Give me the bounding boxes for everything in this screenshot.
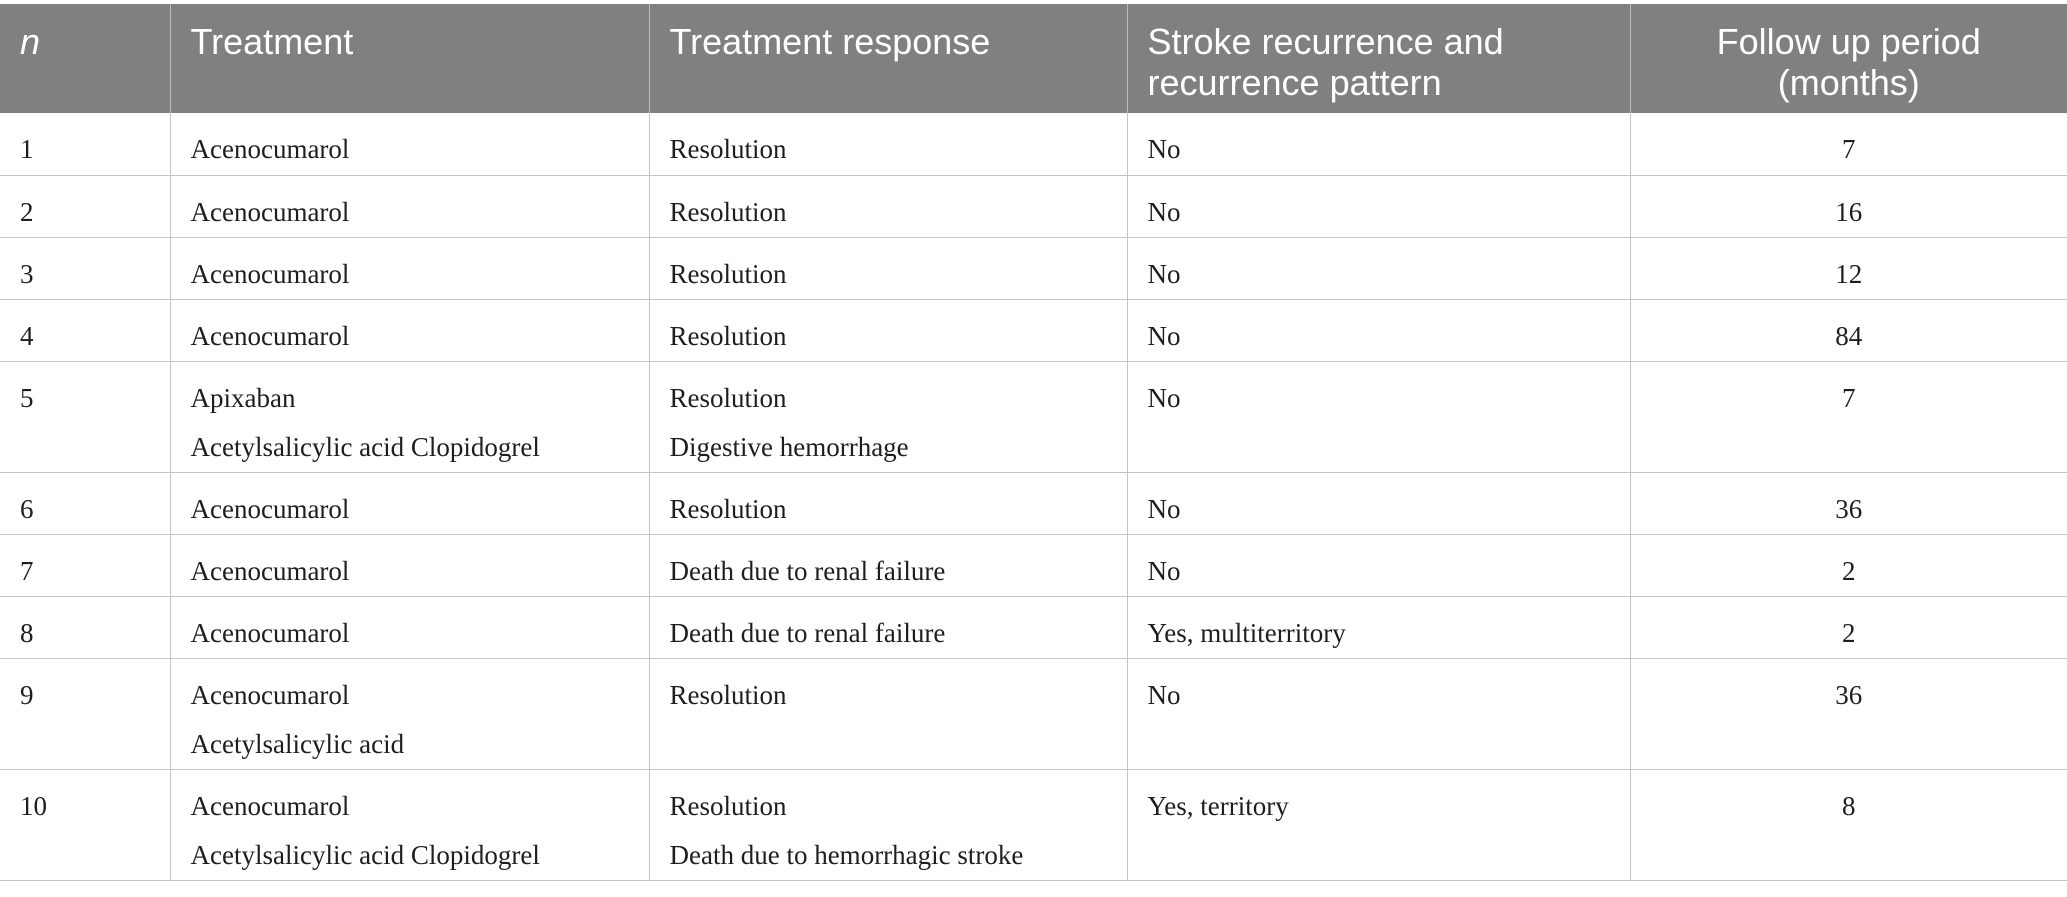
cell-n: 3: [0, 237, 170, 299]
cell-treatment-response: [649, 175, 1127, 237]
cell-treatment-response-line: Resolution: [669, 382, 787, 413]
cell-follow-up-period: 7: [1630, 113, 2067, 175]
cell-treatment-response-line: Resolution: [669, 679, 787, 710]
cell-n: 10: [0, 769, 170, 880]
cell-treatment: [170, 658, 649, 769]
table-row: [0, 113, 2067, 175]
cell-treatment-response: [649, 299, 1127, 361]
cell-treatment-response: [649, 769, 1127, 880]
cell-follow-up-period: 84: [1630, 299, 2067, 361]
cell-treatment-response: [649, 596, 1127, 658]
table-row: [0, 596, 2067, 658]
cell-treatment-line: Acenocumarol: [190, 790, 350, 821]
cell-treatment-response-line: Death due to renal failure: [669, 555, 946, 586]
table-row: [0, 175, 2067, 237]
cell-treatment: [170, 237, 649, 299]
cell-treatment-line: Acenocumarol: [190, 493, 350, 524]
cell-follow-up-period: 2: [1630, 534, 2067, 596]
cell-treatment: [170, 299, 649, 361]
cell-follow-up-period: 2: [1630, 596, 2067, 658]
treatment-outcomes-table: [0, 4, 2067, 881]
cell-n: 1: [0, 113, 170, 175]
cell-treatment-response-line: Resolution: [669, 790, 787, 821]
header-treatment: Treatment: [170, 4, 649, 113]
header-n: n: [0, 4, 170, 113]
cell-treatment-line: Acetylsalicylic acid: [190, 728, 405, 759]
cell-treatment-response-line: Resolution: [669, 493, 787, 524]
header-row: [0, 4, 2067, 113]
cell-n: 4: [0, 299, 170, 361]
cell-n: 6: [0, 472, 170, 534]
table-header: [0, 4, 2067, 113]
cell-treatment-response: [649, 534, 1127, 596]
cell-stroke-recurrence: No: [1127, 299, 1630, 361]
header-treatment-response: Treatment response: [649, 4, 1127, 113]
header-stroke-recurrence: Stroke recurrence and recurrence pattern: [1127, 4, 1630, 113]
header-follow-up-period: Follow up period (months): [1630, 4, 2067, 113]
cell-treatment-line: Acenocumarol: [190, 617, 350, 648]
cell-treatment: [170, 769, 649, 880]
cell-treatment: [170, 361, 649, 472]
cell-treatment-line: Acetylsalicylic acid Clopidogrel: [190, 839, 540, 870]
cell-stroke-recurrence: No: [1127, 472, 1630, 534]
cell-treatment-response-line: Resolution: [669, 320, 787, 351]
cell-follow-up-period: 7: [1630, 361, 2067, 472]
cell-stroke-recurrence: No: [1127, 237, 1630, 299]
cell-n: 7: [0, 534, 170, 596]
cell-treatment-line: Acenocumarol: [190, 134, 350, 164]
cell-treatment-response-line: Resolution: [669, 134, 787, 164]
cell-n: 2: [0, 175, 170, 237]
cell-treatment: [170, 472, 649, 534]
cell-follow-up-period: 36: [1630, 472, 2067, 534]
cell-stroke-recurrence: No: [1127, 658, 1630, 769]
cell-follow-up-period: 8: [1630, 769, 2067, 880]
table-row: [0, 299, 2067, 361]
cell-treatment-response: [649, 237, 1127, 299]
cell-treatment: [170, 175, 649, 237]
table-row: [0, 237, 2067, 299]
cell-treatment-response: [649, 472, 1127, 534]
cell-stroke-recurrence: No: [1127, 175, 1630, 237]
table-row: [0, 472, 2067, 534]
table-body: [0, 113, 2067, 880]
table-row: [0, 769, 2067, 880]
cell-treatment-line: Acenocumarol: [190, 258, 350, 289]
table-row: [0, 534, 2067, 596]
table-row: [0, 658, 2067, 769]
cell-n: 5: [0, 361, 170, 472]
cell-stroke-recurrence: No: [1127, 361, 1630, 472]
cell-treatment-response-line: Digestive hemorrhage: [669, 431, 909, 462]
cell-treatment: [170, 534, 649, 596]
cell-stroke-recurrence: No: [1127, 113, 1630, 175]
cell-treatment-response-line: Death due to renal failure: [669, 617, 946, 648]
cell-treatment-response: [649, 361, 1127, 472]
treatment-outcomes-table-wrapper: [0, 4, 2067, 881]
cell-n: 8: [0, 596, 170, 658]
cell-treatment-response-line: Death due to hemorrhagic stroke: [669, 839, 1024, 870]
cell-treatment-line: Apixaban: [190, 382, 296, 413]
cell-follow-up-period: 36: [1630, 658, 2067, 769]
cell-treatment-line: Acetylsalicylic acid Clopidogrel: [190, 431, 540, 462]
cell-treatment-response: [649, 113, 1127, 175]
cell-n: 9: [0, 658, 170, 769]
cell-stroke-recurrence: Yes, territory: [1127, 769, 1630, 880]
cell-treatment-line: Acenocumarol: [190, 196, 350, 227]
cell-treatment-response-line: Resolution: [669, 196, 787, 227]
cell-treatment-line: Acenocumarol: [190, 555, 350, 586]
cell-treatment-line: Acenocumarol: [190, 679, 350, 710]
cell-follow-up-period: 12: [1630, 237, 2067, 299]
cell-treatment-line: Acenocumarol: [190, 320, 350, 351]
cell-stroke-recurrence: Yes, multiterritory: [1127, 596, 1630, 658]
cell-treatment: [170, 596, 649, 658]
cell-treatment: [170, 113, 649, 175]
table-row: [0, 361, 2067, 472]
cell-follow-up-period: 16: [1630, 175, 2067, 237]
cell-treatment-response: [649, 658, 1127, 769]
cell-stroke-recurrence: No: [1127, 534, 1630, 596]
cell-treatment-response-line: Resolution: [669, 258, 787, 289]
